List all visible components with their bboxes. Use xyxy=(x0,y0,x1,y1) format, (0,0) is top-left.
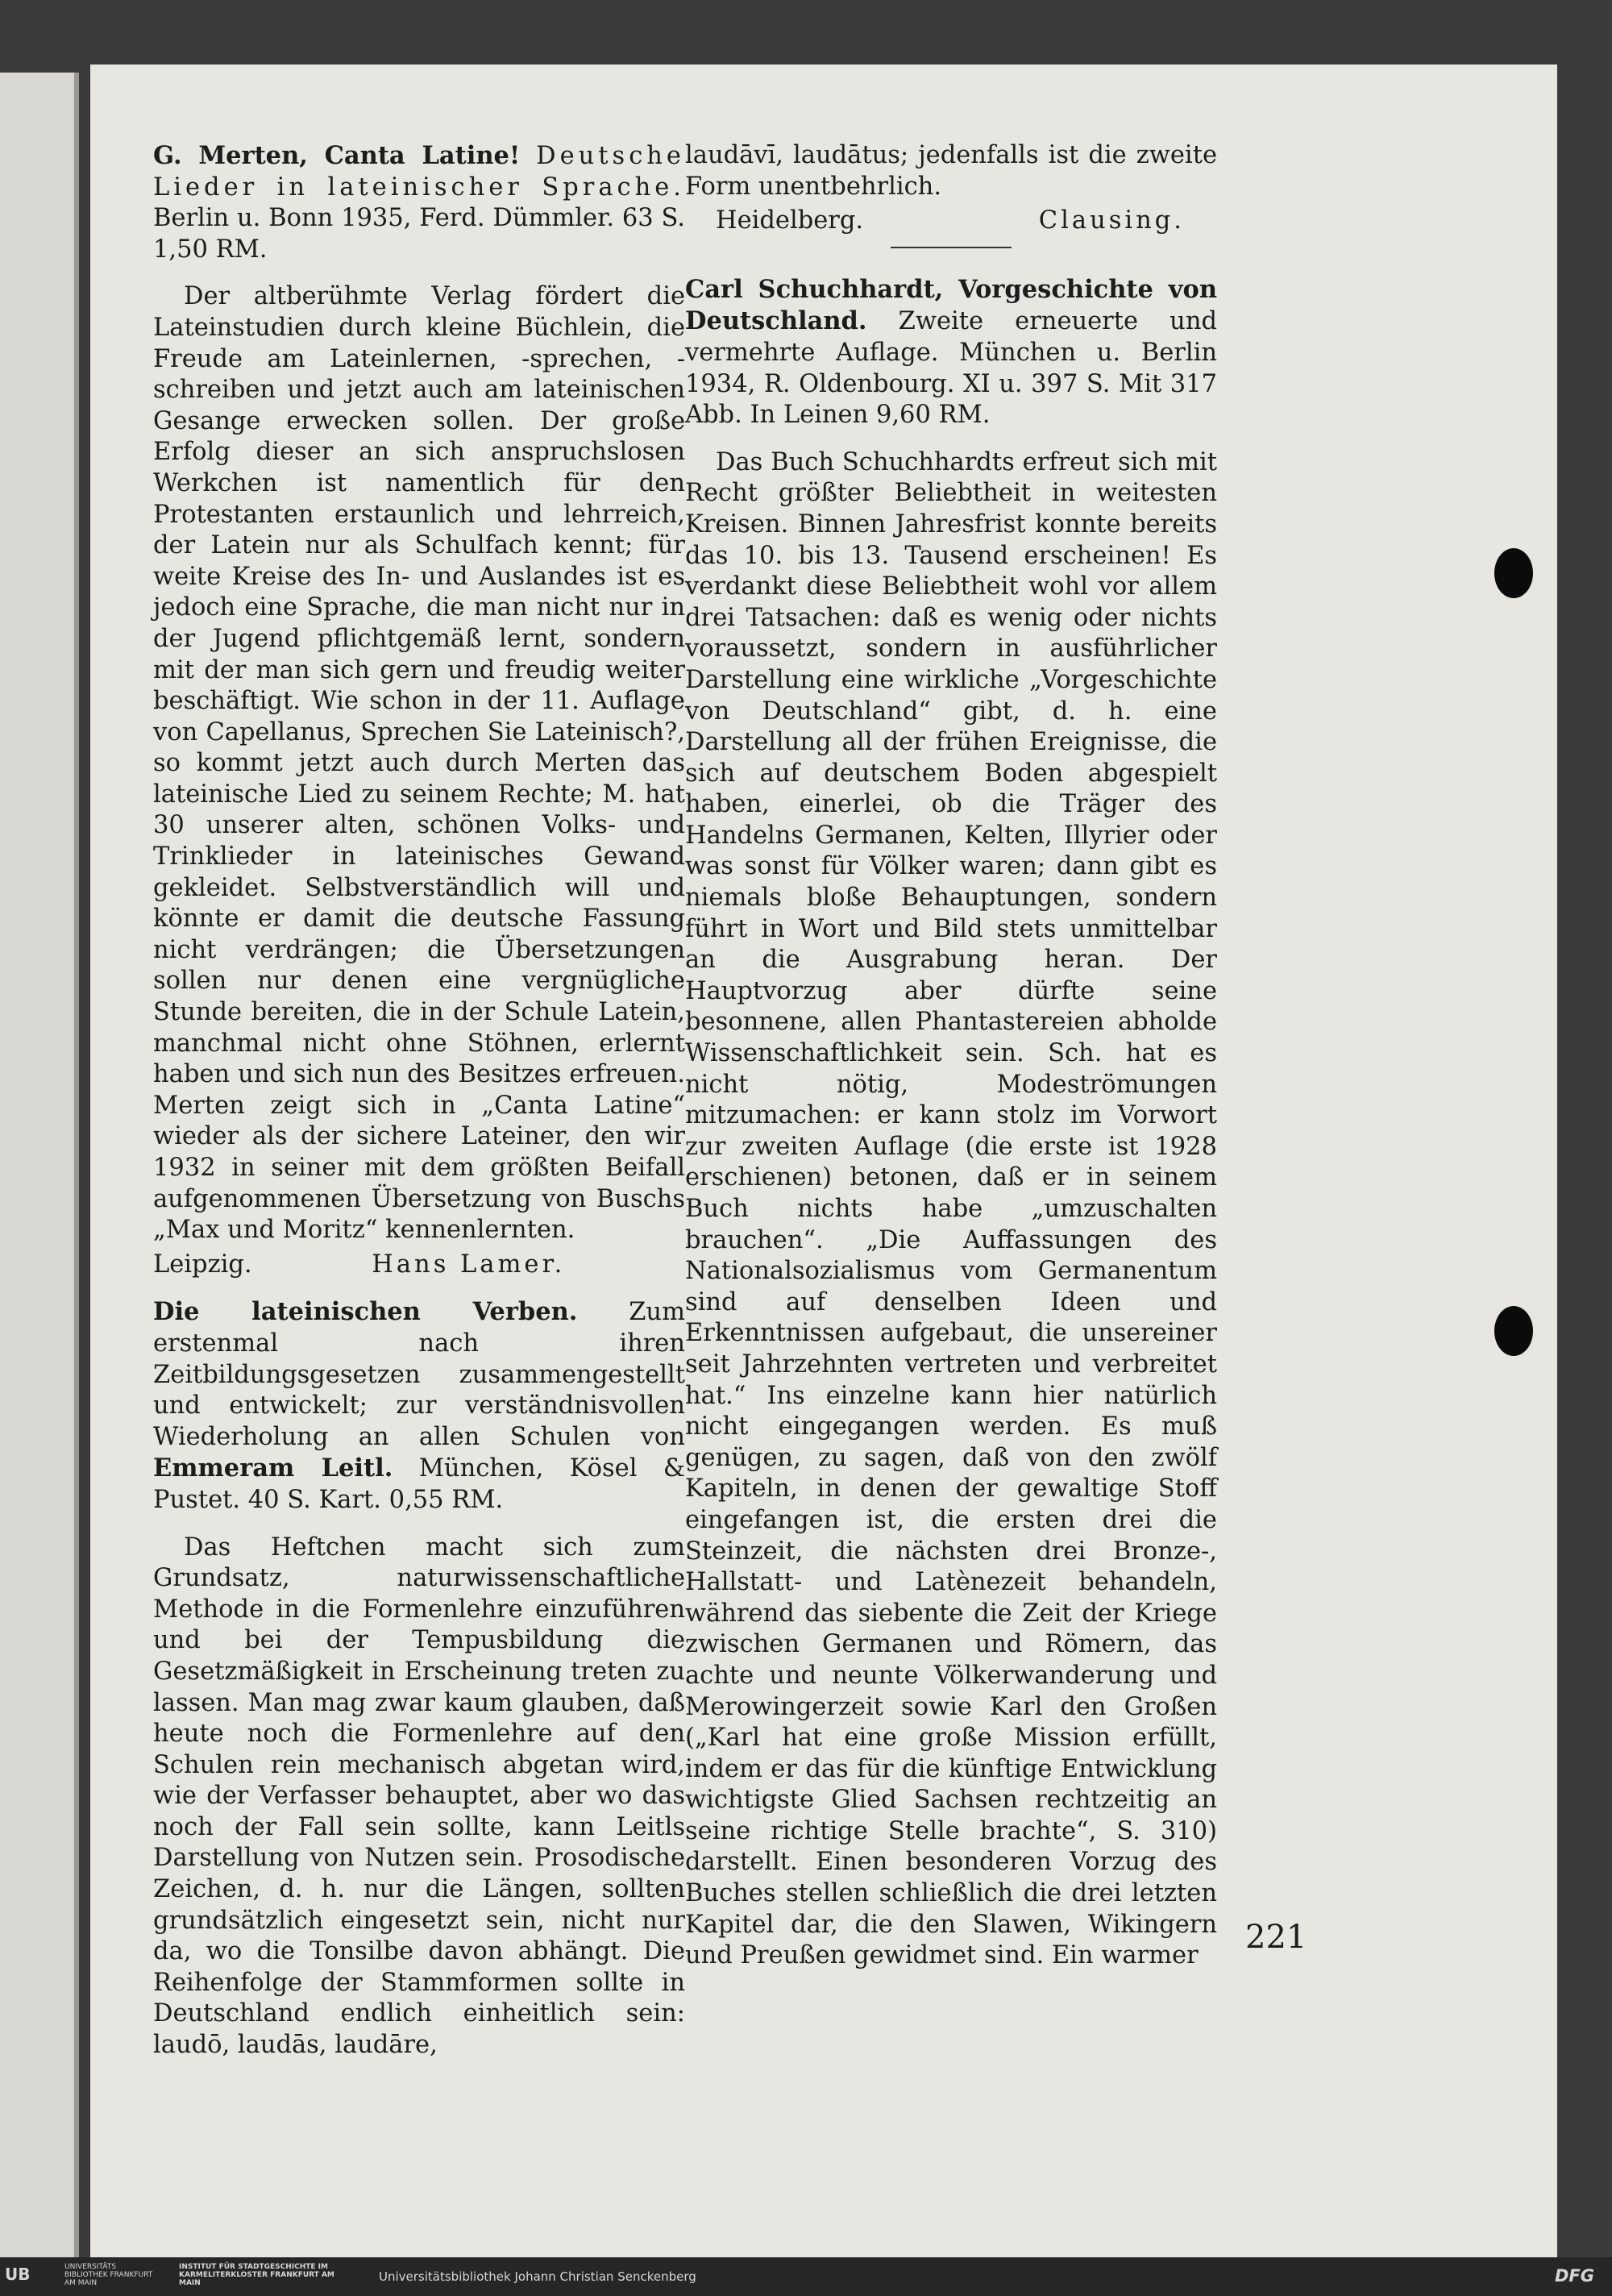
right-column xyxy=(685,140,1217,1972)
review-leitl-publication: München, Kösel & Pustet. 40 S. Kart. 0,55 RM. xyxy=(153,1454,685,1514)
page-number: 221 xyxy=(1245,1919,1307,1956)
review-schuchhardt-publication: Zweite erneuerte und vermehrte Auflage. München u. Berlin 1934, R. Oldenbourg. XI u. 397 S. Mit 317 Abb. In Leinen 9,60 RM. xyxy=(685,307,1217,430)
ub-logo[interactable]: UB xyxy=(5,2265,31,2284)
review-leitl-heading: Die lateinischen Verben. xyxy=(153,1297,578,1327)
review-merten-reviewer: Hans Lamer. xyxy=(372,1250,566,1279)
review-merten-publication: Berlin u. Bonn 1935, Ferd. Dümmler. 63 S. 1,50 RM. xyxy=(153,204,685,264)
review-schuchhardt-heading: Carl Schuchhardt, Vorgeschichte von Deutschland. xyxy=(685,274,1217,336)
institute-logo[interactable]: INSTITUT FÜR STADTGESCHICHTE IM KARMELITERKLOSTER FRANKFURT AM MAIN xyxy=(179,2263,334,2287)
review-leitl-intro: Zum erstenmal nach ihren Zeitbildungsgesetzen zusammengestellt und entwickelt; zur verständnisvollen Wiederholung an allen Schulen von xyxy=(153,1298,685,1451)
review-merten-signature xyxy=(153,1250,685,1281)
review-merten-title: Deutsche Lieder in lateinischer Sprache. xyxy=(153,142,685,202)
review-merten-place: Leipzig. xyxy=(153,1250,252,1279)
review-schuchhardt xyxy=(685,274,1217,431)
section-divider xyxy=(891,247,1012,248)
previous-page-edge xyxy=(0,73,74,2257)
review-leitl-signature xyxy=(685,206,1217,237)
binding-shadow xyxy=(74,73,79,2257)
library-credit: Universitätsbibliothek Johann Christian Senckenberg xyxy=(379,2269,696,2284)
review-leitl-reviewer: Clausing. xyxy=(1038,206,1185,235)
review-schuchhardt-body: Das Buch Schuchhardts erfreut sich mit Recht größter Beliebtheit in weitesten Kreisen. Binnen Jahresfrist konnte bereits das 10. bis 13. Tausend erscheinen! Es verdankt diese Beliebtheit wohl vor allem drei Tatsachen: daß es wenig oder nichts voraussetzt, sondern in ausführlicher Darstellung eine wirkliche „Vorgeschichte von Deutschland“ gibt, d. h. eine Darstellung all der frühen Ereignisse, die sich auf deutschem Boden abgespielt haben, einerlei, ob die Träger des Handelns Germanen, Kelten, Illyrier oder was sonst für Völker waren; dann gibt es niemals bloße Behauptungen, sondern führt in Wort und Bild stets unmittelbar an die Ausgrabung heran. Der Hauptvorzug aber dürfte seine besonnene, allen Phantastereien abholde Wissenschaftlichkeit sein. Sch. hat es nicht nötig, Modeströmungen mitzumachen: er kann stolz im Vorwort zur zweiten Auflage (die erste ist 1928 erschienen) betonen, daß er in seinem Buch nichts habe „umzuschalten brauchen“. „Die Auffassungen des Nationalsozialismus vom Germanentum sind auf denselben Ideen und Erkenntnissen aufgebaut, die unsereiner seit Jahrzehnten vertreten und verbreitet hat.“ Ins einzelne kann hier natürlich nicht eingegangen werden. Es muß genügen, zu sagen, daß von den zwölf Kapiteln, in denen der gewaltige Stoff eingefangen ist, die ersten drei die Steinzeit, die nächsten drei Bronze-, Hallstatt- und Latènezeit behandeln, während das siebente die Zeit der Kriege zwischen Germanen und Römern, das achte und neunte Völkerwanderung und Merowingerzeit sowie Karl den Großen („Karl hat eine große Mission erfüllt, indem er das für die künftige Entwicklung wichtigste Glied Sachsen rechtzeitig an seine richtige Stelle brachte“, S. 310) darstellt. Einen besonderen Vorzug des Buches stellen schließlich die drei letzten Kapitel dar, die den Slawen, Wikingern und Preußen gewidmet sind. Ein warmer xyxy=(685,447,1217,1970)
left-column xyxy=(153,140,685,2061)
review-leitl-place: Heidelberg. xyxy=(716,206,864,235)
review-leitl-author: Emmeram Leitl. xyxy=(153,1454,393,1483)
review-merten-body: Der altberühmte Verlag fördert die Lateinstudien durch kleine Büchlein, die Freude am Lateinlernen, -sprechen, -schreiben und jetzt auch am lateinischen Gesange erwecken sollen. Der große Erfolg dieser an sich anspruchslosen Werkchen ist namentlich für den Protestanten erstaunlich und lehrreich, der Latein nur als Schulfach kennt; für weite Kreise des In- und Auslandes ist es jedoch eine Sprache, die man nicht nur in der Jugend pflichtgemäß lernt, sondern mit der man sich gern und freudig weiter beschäftigt. Wie schon in der 11. Auflage von Capellanus, Sprechen Sie Lateinisch?, so kommt jetzt auch durch Merten das lateinische Lied zu seinem Rechte; M. hat 30 unserer alten, schönen Volks- und Trinklieder in lateinisches Gewand gekleidet. Selbstverständlich will und könnte er damit die deutsche Fassung nicht verdrängen; die Übersetzungen sollen nur denen eine vergnügliche Stunde bereiten, die in der Schule Latein, manchmal nicht ohne Stöhnen, erlernt haben und sich nun des Besitzes erfreuen. Merten zeigt sich in „Canta Latine“ wieder als der sichere Lateiner, den wir 1932 in seiner mit dem größten Beifall aufgenommenen Übersetzung von Buschs „Max und Moritz“ kennenlernten. xyxy=(153,282,685,1245)
review-leitl xyxy=(153,1296,685,1516)
viewer-footer xyxy=(0,2257,1612,2296)
punch-hole-bottom xyxy=(1494,1306,1533,1356)
review-leitl-body: Das Heftchen macht sich zum Grundsatz, naturwissenschaftliche Methode in die Formenlehre einzuführen und bei der Tempusbildung die Gesetzmäßigkeit in Erscheinung treten zu lassen. Man mag zwar kaum glauben, daß heute noch die Formenlehre auf den Schulen rein mechanisch abgetan wird, wie der Verfasser behauptet, aber wo das noch der Fall sein sollte, kann Leitls Darstellung von Nutzen sein. Prosodische Zeichen, d. h. nur die Längen, sollten grundsätzlich eingesetzt sein, nicht nur da, wo die Tonsilbe davon abhängt. Die Reihenfolge der Stammformen sollte in Deutschland endlich einheitlich sein: laudō, laudās, laudāre, xyxy=(153,1533,685,2060)
ub-logo-subtitle: UNIVERSITÄTS BIBLIOTHEK FRANKFURT AM MAIN xyxy=(64,2263,153,2287)
punch-hole-top xyxy=(1494,548,1533,598)
review-merten-heading: G. Merten, Canta Latine! xyxy=(153,141,521,170)
review-leitl-continuation: laudāvī, laudātus; jedenfalls ist die zweite Form unentbehrlich. xyxy=(685,141,1217,201)
dfg-logo[interactable]: DFG xyxy=(1554,2266,1594,2286)
review-merten xyxy=(153,140,685,265)
